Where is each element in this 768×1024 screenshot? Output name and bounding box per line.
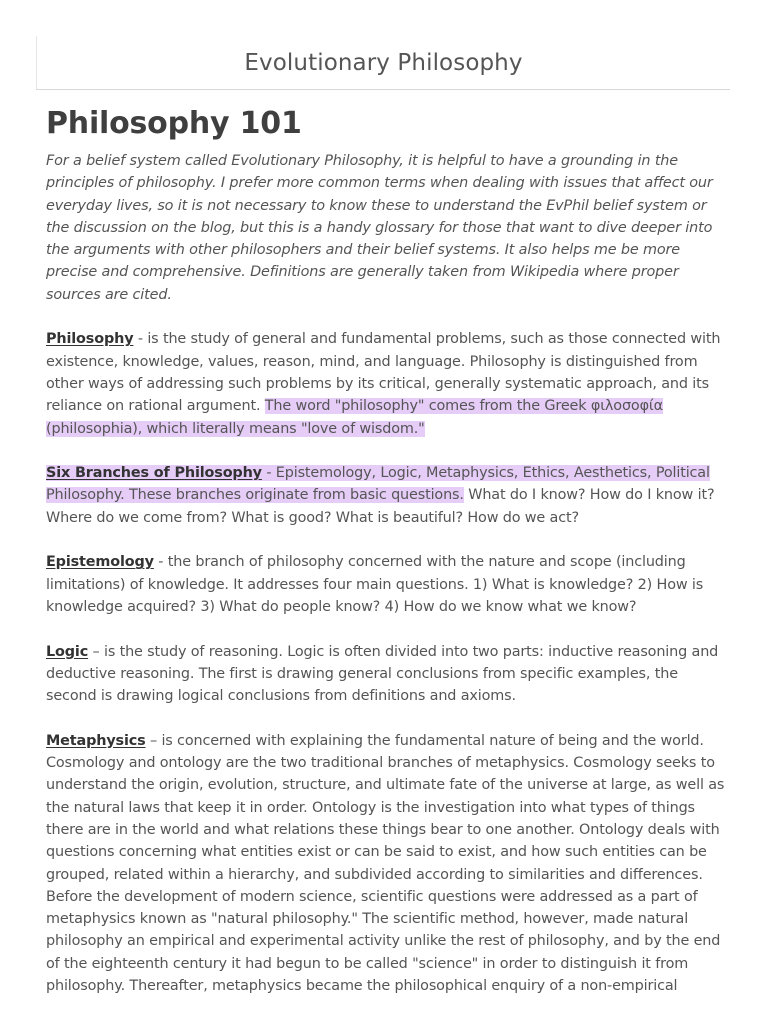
term-link-epistemology[interactable]: Epistemology xyxy=(46,554,154,571)
term-link-philosophy[interactable]: Philosophy xyxy=(46,331,134,348)
term-link-six-branches[interactable]: Six Branches of Philosophy xyxy=(46,465,262,482)
entry-philosophy xyxy=(46,328,726,439)
term-link-logic[interactable]: Logic xyxy=(46,643,89,660)
entry-text: – is the study of reasoning. Logic is often divided into two parts: inductive reasoning and deductive reasoning. The first is drawing general conclusions from specific examples, the second is drawing logical conclusions from definitions and axioms. xyxy=(46,643,719,705)
entry-epistemology xyxy=(46,551,726,618)
entry-text: - the branch of philosophy concerned with the nature and scope (including limitations) of knowledge. It addresses four main questions. 1) What is knowledge? 2) How is knowledge acquired? 3) What do people know? 4) How do we know what we know? xyxy=(46,554,704,615)
entry-text: - is the study of general and fundamental problems, such as those connected with existence, knowledge, values, reason, mind, and language. Philosophy is distinguished from other ways of addressing such problems by its critical, generally systematic approach, and its reliance on rational argument. xyxy=(46,331,721,415)
entry-text: – is concerned with explaining the fundamental nature of being and the world. Cosmology and ontology are the two traditional branches of metaphysics. Cosmology seeks to understand the origin, evolution, structure, and ultimate fate of the universe at large, as well as the natural laws that keep it in order. Ontology is the investigation into what types of things there are in the world and what relations these things bear to one another. Ontology deals with questions concerning what entities exist or can be said to exist, and how such entities can be grouped, related within a hierarchy, and subdivided according to similarities and differences. Before the development of modern science, scientific questions were addressed as a part of metaphysics known as "natural philosophy." The scientific method, however, made natural philosophy an empirical and experimental activity unlike the rest of philosophy, and by the end of the eighteenth century it had begun to be called "science" in order to distinguish it from philosophy. Thereafter, metaphysics became the philosophical enquiry of a non-empirical xyxy=(46,732,725,994)
entry-metaphysics xyxy=(46,730,726,998)
site-header xyxy=(36,36,730,90)
site-title[interactable]: Evolutionary Philosophy xyxy=(244,50,523,76)
term-link-metaphysics[interactable]: Metaphysics xyxy=(46,732,146,749)
highlighted-text: The word "philosophy" comes from the Greek φιλοσοφία (philosophia), which literally means "love of wisdom." xyxy=(46,398,663,437)
page-title: Philosophy 101 xyxy=(46,106,302,141)
entry-logic xyxy=(46,641,726,708)
intro-paragraph: For a belief system called Evolutionary Philosophy, it is helpful to have a grounding in the principles of philosophy. I prefer more common terms when dealing with issues that affect our everyday lives, so it is not necessary to know these to understand the EvPhil belief system or the discussion on the blog, but this is a handy glossary for those that want to dive deeper into the arguments with other philosophers and their belief systems. It also helps me be more precise and comprehensive. Definitions are generally taken from Wikipedia where proper sources are cited. xyxy=(46,153,713,303)
article xyxy=(46,104,726,1020)
entry-six-branches xyxy=(46,462,726,529)
entry-text: What do I know? How do I know it? Where do we come from? What is good? What is beautiful? How do we act? xyxy=(46,487,715,526)
highlighted-text: - Epistemology, Logic, Metaphysics, Ethics, Aesthetics, Political Philosophy. These branches originate from basic questions. xyxy=(46,465,710,504)
